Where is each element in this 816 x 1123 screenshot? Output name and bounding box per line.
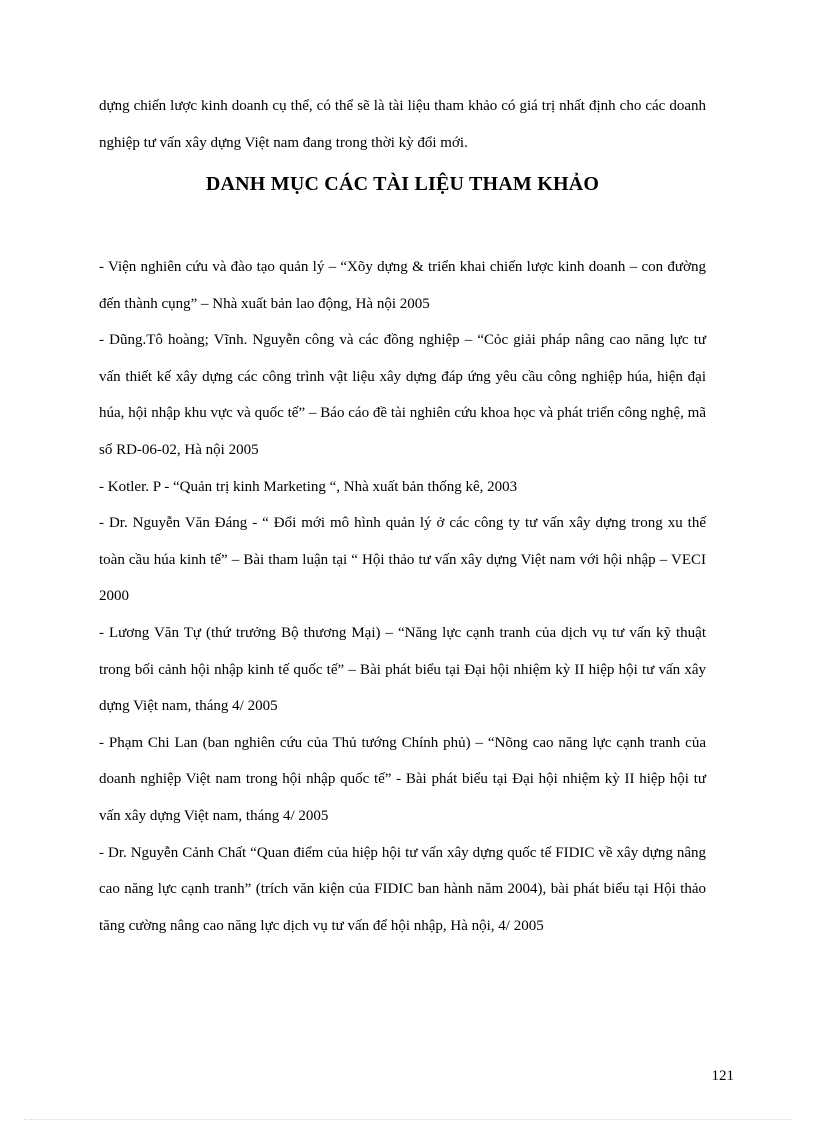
- reference-item: - Dr. Nguyễn Văn Đáng - “ Đổi mới mô hình quản lý ở các công ty tư vấn xây dựng trong xu thế toàn cầu húa kinh tế” – Bài tham luận tại “ Hội thảo tư vấn xây dựng Việt nam với hội nhập – VECI 2000: [99, 515, 706, 605]
- reference-item: - Viện nghiên cứu và đào tạo quản lý – “Xõy dựng & triển khai chiến lược kinh doanh – con đường đến thành cụng” – Nhà xuất bản lao động, Hà nội 2005: [99, 259, 706, 312]
- page-bottom-divider: [24, 1119, 792, 1120]
- reference-list: [99, 249, 706, 944]
- reference-item: - Kotler. P - “Quản trị kinh Marketing “, Nhà xuất bản thống kê, 2003: [99, 478, 518, 495]
- reference-item: - Dũng.Tô hoàng; Vĩnh. Nguyễn công và các đồng nghiệp – “Cỏc giải pháp nâng cao năng lực tư vấn thiết kế xây dựng các công trình vật liệu xây dựng đáp ứng yêu cầu công nghiệp húa, hiện đại húa, hội nhập khu vực và quốc tế” – Báo cáo đề tài nghiên cứu khoa học và phát triển công nghệ, mã số RD-06-02, Hà nội 2005: [99, 332, 706, 458]
- references-heading: DANH MỤC CÁC TÀI LIỆU THAM KHẢO: [205, 173, 600, 195]
- intro-paragraph: dựng chiến lược kinh doanh cụ thể, có thể sẽ là tài liệu tham khảo có giá trị nhất định cho các doanh nghiệp tư vấn xây dựng Việt nam đang trong thời kỳ đổi mới.: [99, 98, 706, 151]
- reference-item: - Lương Văn Tự (thứ trưởng Bộ thương Mại) – “Năng lực cạnh tranh của dịch vụ tư vấn kỹ thuật trong bối cảnh hội nhập kinh tế quốc tế” – Bài phát biểu tại Đại hội nhiệm kỳ II hiệp hội tư vấn xây dựng Việt nam, tháng 4/ 2005: [99, 624, 706, 715]
- page-number: 121: [711, 1068, 734, 1084]
- reference-item: - Dr. Nguyễn Cảnh Chất “Quan điểm của hiệp hội tư vấn xây dựng quốc tế FIDIC về xây dựng nâng cao năng lực cạnh tranh” (trích văn kiện của FIDIC ban hành năm 2004), bài phát biểu tại Hội thảo tăng cường nâng cao năng lực dịch vụ tư vấn để hội nhập, Hà nội, 4/ 2005: [99, 844, 706, 934]
- reference-item: - Phạm Chi Lan (ban nghiên cứu của Thủ tướng Chính phủ) – “Nõng cao năng lực cạnh tranh của doanh nghiệp Việt nam trong hội nhập quốc tế” - Bài phát biểu tại Đại hội nhiệm kỳ II hiệp hội tư vấn xây dựng Việt nam, tháng 4/ 2005: [99, 734, 706, 824]
